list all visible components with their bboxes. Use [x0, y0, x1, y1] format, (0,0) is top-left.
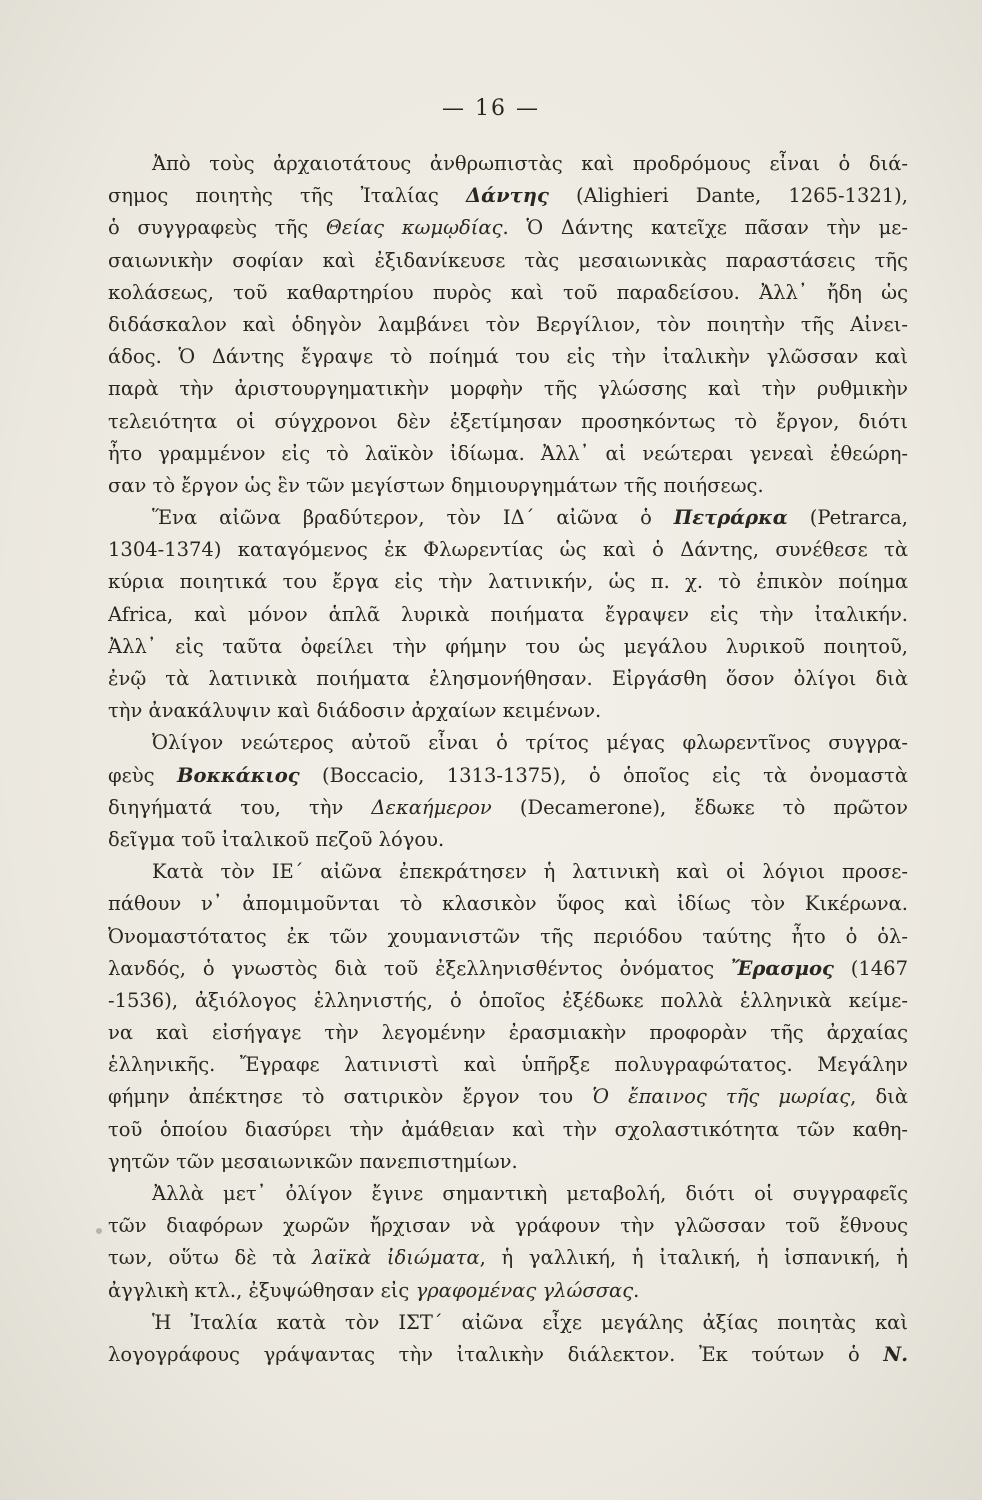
text-line: τὴν ἀνακάλυψιν καὶ διάδοσιν ἀρχαίων κειμένων.: [108, 699, 602, 723]
name-boccaccio: Βοκκάκιος: [176, 763, 300, 787]
text-line: ἑλληνικῆς. Ἔγραφε λατινιστὶ καὶ ὑπῆρξε πολυγραφώτατος. Μεγάλην: [108, 1053, 908, 1077]
name-initial-n: Ν.: [883, 1342, 908, 1366]
text-line: παρὰ τὴν ἀριστουργηματικὴν μορφὴν τῆς γλώσσης καὶ τὴν ρυθμικὴν: [108, 377, 908, 401]
text-line: τελειότητα οἱ σύγχρονοι δὲν ἐξετίμησαν προσηκόντως τὸ ἔργον, διότι: [108, 409, 908, 433]
text-line: τοῦ ὁποίου διασύρει τὴν ἀμάθειαν καὶ τὴν σχολαστικότητα τῶν καθη-: [108, 1117, 908, 1141]
text-line: να καὶ εἰσήγαγε τὴν λεγομένην ἐρασμιακὴν προφορὰν τῆς ἀρχαίας: [108, 1021, 908, 1045]
text-line: Ὀλίγον νεώτερος αὐτοῦ εἶναι ὁ τρίτος μέγας φλωρεντῖνος συγγρα-: [152, 731, 908, 755]
text-line: φεὺς Βοκκάκιος (Boccacio, 1313-1375), ὁ ὁποῖος εἰς τὰ ὀνομαστὰ: [108, 763, 908, 787]
title-divine-comedy: Θείας κωμῳδίας: [325, 216, 503, 240]
text-line: ἀγγλικὴ κτλ., ἐξυψώθησαν εἰς γραφομένας γλώσσας.: [108, 1278, 640, 1302]
text-line: των, οὕτω δὲ τὰ λαϊκὰ ἰδιώματα, ἡ γαλλική, ἡ ἰταλική, ἡ ἱσπανική, ἡ: [108, 1246, 908, 1270]
paragraph-boccaccio: [108, 727, 908, 856]
text-line: ἦτο γραμμένον εἰς τὸ λαϊκὸν ἰδίωμα. Ἀλλ᾽ αἱ νεώτεραι γενεαὶ ἐθεώρη-: [108, 441, 908, 465]
text-line: λανδός, ὁ γνωστὸς διὰ τοῦ ἐξελληνισθέντος ὀνόματος Ἔρασμος (1467: [108, 956, 908, 980]
text-line: Africa, καὶ μόνον ἁπλᾶ λυρικὰ ποιήματα ἔγραψεν εἰς τὴν ἰταλικήν.: [108, 602, 908, 626]
text-line: Ἀπὸ τοὺς ἀρχαιοτάτους ἀνθρωπιστὰς καὶ προδρόμους εἶναι ὁ διά-: [152, 152, 908, 175]
name-erasmus: Ἔρασμος: [731, 956, 834, 980]
paragraph-vernaculars: [108, 1178, 908, 1307]
text-line: κολάσεως, τοῦ καθαρτηρίου πυρὸς καὶ τοῦ παραδείσου. Ἀλλ᾽ ἤδη ὡς: [108, 280, 908, 304]
paragraph-dante: [108, 148, 908, 502]
text-line: Κατὰ τὸν ΙΕ´ αἰῶνα ἐπεκράτησεν ἡ λατινικὴ καὶ οἱ λόγιοι προσε-: [152, 860, 908, 884]
body-text: [108, 148, 908, 1371]
text-line: φήμην ἀπέκτησε τὸ σατιρικὸν ἔργον του Ὁ ἔπαινος τῆς μωρίας, διὰ: [108, 1085, 908, 1109]
text-line: Ἀλλὰ μετ᾽ ὀλίγον ἔγινε σημαντικὴ μεταβολή, διότι οἱ συγγραφεῖς: [152, 1182, 908, 1205]
text-line: τῶν διαφόρων χωρῶν ἤρχισαν νὰ γράφουν τὴν γλῶσσαν τοῦ ἔθνους: [108, 1214, 908, 1238]
text-line: άδος. Ὁ Δάντης ἔγραψε τὸ ποίημά του εἰς τὴν ἰταλικὴν γλῶσσαν καὶ: [108, 345, 908, 369]
text-line: σαν τὸ ἔργον ὡς ἓν τῶν μεγίστων δημιουργημάτων τῆς ποιήσεως.: [108, 473, 764, 497]
text-line: γητῶν τῶν μεσαιωνικῶν πανεπιστημίων.: [108, 1149, 518, 1173]
text-line: Ὀνομαστότατος ἐκ τῶν χουμανιστῶν τῆς περιόδου ταύτης ἦτο ὁ ὁλ-: [108, 924, 908, 948]
name-dante: Δάντης: [465, 184, 549, 208]
term-written-languages: γραφομένας γλώσσας: [415, 1278, 634, 1302]
paragraph-italy-16th-century: [108, 1307, 908, 1371]
text-line: Ἕνα αἰῶνα βραδύτερον, τὸν ΙΔ´ αἰῶνα ὁ Πετράρκα (Petrarca,: [152, 506, 908, 530]
title-praise-of-folly: Ὁ ἔπαινος τῆς μωρίας: [592, 1085, 851, 1109]
text-line: -1536), ἀξιόλογος ἑλληνιστής, ὁ ὁποῖος ἐξέδωκε πολλὰ ἑλληνικὰ κείμε-: [108, 988, 908, 1012]
name-petrarca: Πετράρκα: [673, 506, 788, 530]
paragraph-erasmus: [108, 856, 908, 1178]
text-line: 1304-1374) καταγόμενος ἐκ Φλωρεντίας ὡς καὶ ὁ Δάντης, συνέθεσε τὰ: [108, 538, 908, 562]
text-line: διηγήματά του, τὴν Δεκαήμερον (Decamerone), ἔδωκε τὸ πρῶτον: [108, 795, 908, 819]
page-number: — 16 —: [442, 96, 540, 121]
text-line: πάθουν ν᾽ ἀπομιμοῦνται τὸ κλασικὸν ὕφος καὶ ἰδίως τὸν Κικέρωνα.: [108, 892, 908, 916]
text-line: Ἡ Ἰταλία κατὰ τὸν ΙΣΤ´ αἰῶνα εἶχε μεγάλης ἀξίας ποιητὰς καὶ: [152, 1310, 908, 1334]
text-line: ὁ συγγραφεὺς τῆς Θείας κωμῳδίας. Ὁ Δάντης κατεῖχε πᾶσαν τὴν με-: [108, 216, 908, 240]
text-line: διδάσκαλον καὶ ὁδηγὸν λαμβάνει τὸν Βεργίλιον, τὸν ποιητὴν τῆς Αἰνει-: [108, 312, 908, 336]
text-line: ἐνῷ τὰ λατινικὰ ποιήματα ἐλησμονήθησαν. Εἰργάσθη ὅσον ὀλίγοι διὰ: [108, 667, 908, 690]
text-line: σαιωνικὴν σοφίαν καὶ ἐξιδανίκευσε τὰς μεσαιωνικὰς παραστάσεις τῆς: [108, 248, 908, 272]
text-line: λογογράφους γράψαντας τὴν ἰταλικὴν διάλεκτον. Ἐκ τούτων ὁ Ν.: [108, 1342, 908, 1366]
text-line: δεῖγμα τοῦ ἰταλικοῦ πεζοῦ λόγου.: [108, 827, 445, 851]
text-line: Ἀλλ᾽ εἰς ταῦτα ὀφείλει τὴν φήμην του ὡς μεγάλου λυρικοῦ ποιητοῦ,: [108, 634, 908, 658]
title-decameron: Δεκαήμερον: [371, 795, 492, 819]
paragraph-petrarca: [108, 502, 908, 727]
print-speck: [96, 1228, 102, 1234]
text-line: κύρια ποιητικά του ἔργα εἰς τὴν λατινικήν, ὡς π. χ. τὸ ἐπικὸν ποίημα: [108, 570, 908, 594]
text-line: σημος ποιητὴς τῆς Ἰταλίας Δάντης (Alighieri Dante, 1265-1321),: [108, 184, 908, 208]
term-vernacular-idioms: λαϊκὰ ἰδιώματα: [312, 1246, 480, 1270]
